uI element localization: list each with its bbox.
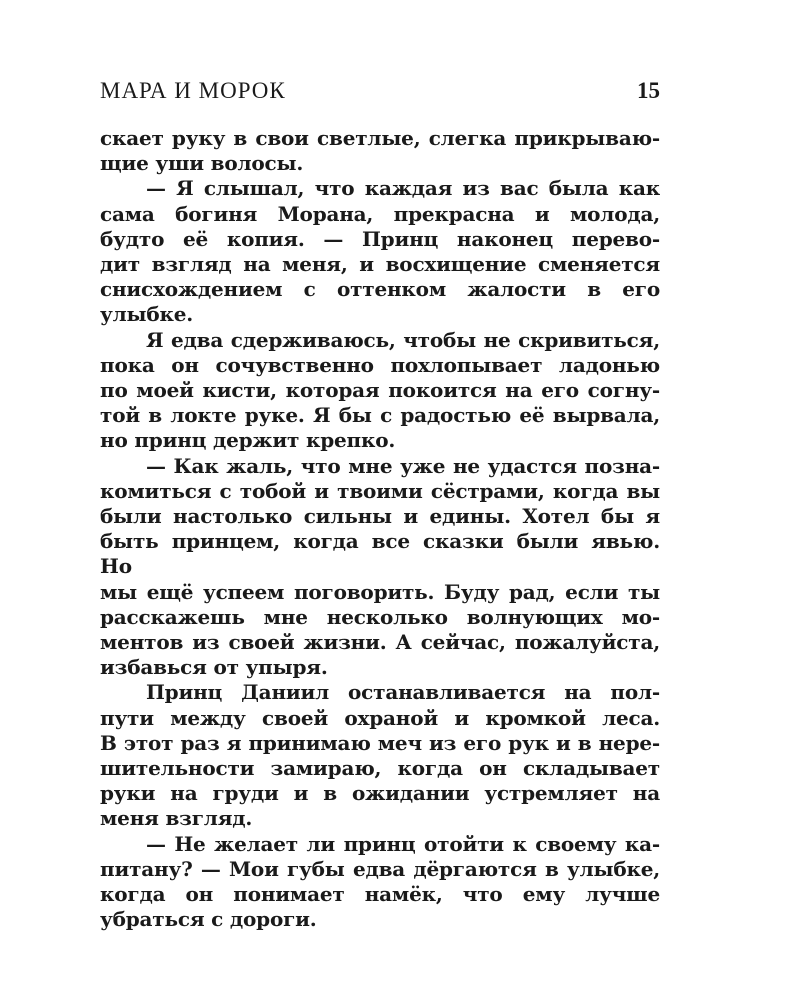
- text-line: избавься от упыря.: [100, 655, 328, 680]
- text-line: руки на груди и в ожидании устремляет на: [100, 781, 660, 806]
- text-line: улыбке.: [100, 302, 194, 327]
- text-line: убраться с дороги.: [100, 907, 317, 932]
- text-line: комиться с тобой и твоими сёстрами, когда вы: [100, 478, 660, 503]
- text-line: были настолько сильны и едины. Хотел бы я: [100, 504, 660, 529]
- page-number: 15: [637, 78, 660, 103]
- text-line: по моей кисти, которая покоится на его согну-: [100, 378, 660, 403]
- text-line: дит взгляд на меня, и восхищение сменяется: [100, 252, 660, 277]
- text-line: — Не желает ли принц отойти к своему ка-: [146, 831, 660, 856]
- text-line: пока он сочувственно похлопывает ладонью: [100, 352, 660, 377]
- book-title: МАРА И МОРОК: [100, 78, 286, 103]
- text-line: быть принцем, когда все сказки были явью. Но: [100, 529, 660, 579]
- text-line: шительности замираю, когда он складывает: [100, 756, 660, 781]
- text-line: будто её копия. — Принц наконец перево-: [100, 226, 660, 251]
- text-line: той в локте руке. Я бы с радостью её вырвала,: [100, 403, 660, 428]
- text-line: сама богиня Морана, прекрасна и молода,: [100, 201, 660, 226]
- text-line: ментов из своей жизни. А сейчас, пожалуйста,: [100, 630, 660, 655]
- text-line: пути между своей охраной и кромкой леса.: [100, 705, 660, 730]
- text-line: Принц Даниил останавливается на пол-: [146, 680, 660, 705]
- book-page: [100, 78, 660, 933]
- text-line: — Я слышал, что каждая из вас была как: [146, 176, 660, 201]
- running-head: [100, 78, 660, 118]
- text-line: меня взгляд.: [100, 806, 253, 831]
- text-line: расскажешь мне несколько волнующих мо-: [100, 604, 660, 629]
- text-line: Я едва сдерживаюсь, чтобы не скривиться,: [146, 327, 660, 352]
- text-body: [100, 126, 660, 933]
- text-line: В этот раз я принимаю меч из его рук и в нере-: [100, 730, 660, 755]
- text-line: снисхождением с оттенком жалости в его: [100, 277, 660, 302]
- text-line: скает руку в свои светлые, слегка прикрываю-: [100, 126, 660, 150]
- text-line: питану? — Мои губы едва дёргаются в улыбке,: [100, 856, 660, 881]
- text-line: мы ещё успеем поговорить. Буду рад, если ты: [100, 579, 660, 604]
- text-line: но принц держит крепко.: [100, 428, 396, 453]
- text-line: щие уши волосы.: [100, 151, 304, 176]
- text-line: когда он понимает намёк, что ему лучше: [100, 882, 660, 907]
- text-line: — Как жаль, что мне уже не удастся позна-: [146, 453, 660, 478]
